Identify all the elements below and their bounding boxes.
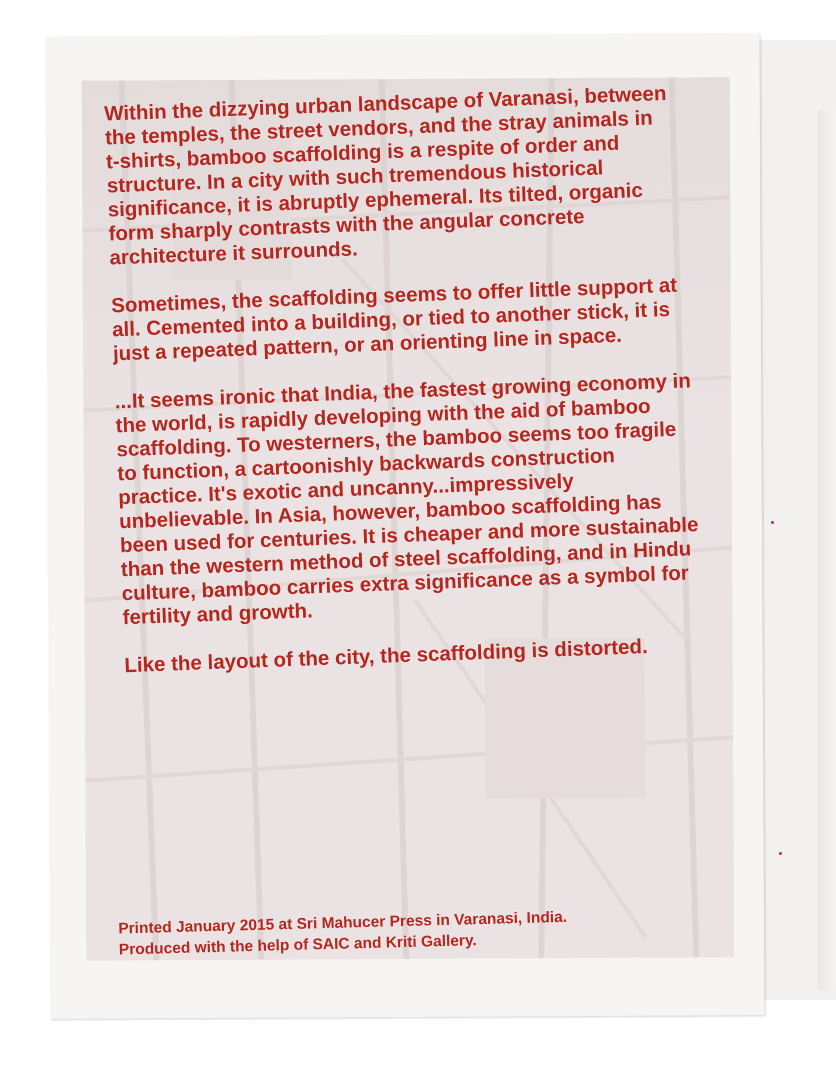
paragraph-closing: Like the layout of the city, the scaffolding is distorted. <box>124 635 649 678</box>
paragraph-irony: ...It seems ironic that India, the fastest growing economy in the world, is rapidly developing with the aid of bamboo scaffolding. To westerners, the bamboo seems too fragile to function, a cartoonishly backwards construction practice. It's exotic and uncanny...impressively unbelievable. In Asia, however, bamboo scaffolding has been used for centuries. It is cheaper and more sustainable than the western method of steel scaffolding, and in Hindu culture, bamboo carries extra significance as a symbol for fertility and growth. <box>114 369 699 630</box>
printed-panel <box>82 77 735 960</box>
booklet-page <box>45 33 764 1019</box>
back-page-shadow <box>818 110 836 990</box>
ink-fleck <box>779 852 782 855</box>
ink-fleck <box>771 521 774 524</box>
paragraph-support: Sometimes, the scaffolding seems to offer little support at all. Cemented into a building, or tied to another stick, it is just a repeated pattern, or an orienting line in space. <box>110 273 678 366</box>
essay-text <box>104 79 734 702</box>
paragraph-intro: Within the dizzying urban landscape of Varanasi, between the temples, the street vendors, and the stray animals in t-shirts, bamboo scaffolding is a respite of order and structure. In a city with such tremendous historical significance, it is abruptly ephemeral. Its tilted, organic form sharply contrasts with the angular concrete architecture it surrounds. <box>103 81 667 270</box>
colophon-help-line: Produced with the help of SAIC and Kriti Gallery. <box>118 932 477 959</box>
colophon-print-line: Printed January 2015 at Sri Mahucer Press in Varanasi, India. <box>118 908 568 938</box>
